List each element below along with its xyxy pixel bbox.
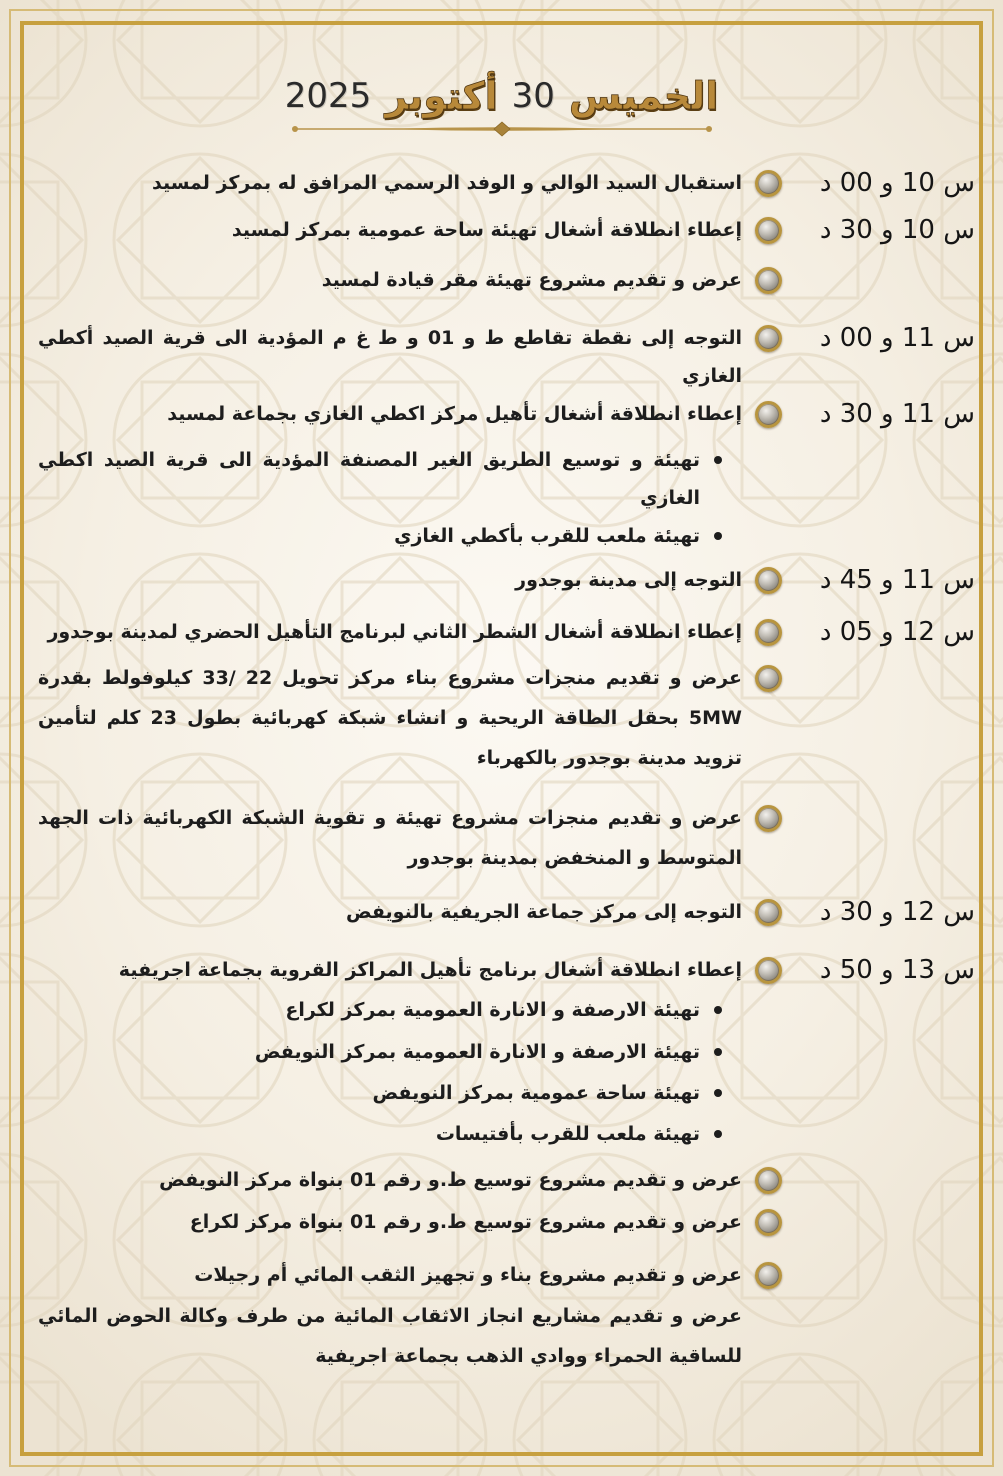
schedule-list (38, 164, 975, 1376)
schedule-row (38, 1161, 975, 1199)
marker-slot (754, 261, 782, 299)
time-spacer (815, 798, 975, 836)
row-time: س 11 و 45 د (819, 565, 975, 595)
schedule-row (38, 319, 975, 395)
marker-slot (754, 658, 782, 698)
sub-item-text: تهيئة الارصفة و الانارة العمومية بمركز النويفض (254, 1041, 700, 1063)
marker-slot (754, 319, 782, 357)
schedule-row (38, 951, 975, 989)
sub-item-bullet (706, 991, 730, 1029)
row-text: إعطاء انطلاقة أشغال برنامج تأهيل المراكز القروية بجماعة اجريفية (118, 959, 742, 981)
title-divider-ornament (290, 119, 714, 139)
bullet-circle-icon (755, 1262, 782, 1289)
row-text: إعطاء انطلاقة أشغال تأهيل مركز اكطي الغازي بجماعة لمسيد (167, 403, 742, 425)
row-text: إعطاء انطلاقة أشغال تهيئة ساحة عمومية بمركز لمسيد (231, 219, 742, 241)
time-spacer (815, 1203, 975, 1241)
bullet-dot-icon (714, 456, 722, 464)
row-text: استقبال السيد الوالي و الوفد الرسمي المرافق له بمركز لمسيد (151, 172, 742, 194)
sub-item-bullet (706, 1074, 730, 1112)
sub-item (38, 1074, 742, 1112)
title-date-day: 30 (511, 76, 555, 116)
row-time: س 10 و 00 د (819, 168, 975, 198)
row-text: إعطاء انطلاقة أشغال الشطر الثاني لبرنامج التأهيل الحضري لمدينة بوجدور (47, 621, 742, 643)
marker-slot (754, 1161, 782, 1199)
row-time: س 11 و 00 د (819, 323, 975, 353)
row-text: عرض و تقديم مشاريع انجاز الاثقاب المائية من طرف وكالة الحوض المائي للساقية الحمراء ووادي الذهب بجماعة اجريفية (38, 1305, 742, 1367)
bullet-dot-icon (714, 1130, 722, 1138)
marker-slot (754, 1203, 782, 1241)
bullet-circle-icon (755, 217, 782, 244)
bullet-circle-icon (755, 401, 782, 428)
title-month: أكتوبر (385, 74, 498, 118)
title-day: الخميس (568, 74, 719, 118)
marker-slot (754, 164, 782, 202)
sub-item (38, 1115, 742, 1153)
marker-spacer (754, 1296, 782, 1336)
sub-item-bullet (706, 441, 730, 479)
schedule-row (38, 211, 975, 249)
sub-item (38, 991, 742, 1029)
row-text: عرض و تقديم مشروع بناء و تجهيز الثقب المائي أم رجيلات (194, 1264, 742, 1286)
time-spacer (815, 261, 975, 299)
bullet-circle-icon (755, 325, 782, 352)
divider-end-dot-icon (706, 126, 712, 132)
row-time: س 11 و 30 د (819, 399, 975, 429)
schedule-row (38, 1256, 975, 1294)
row-text: التوجه إلى مدينة بوجدور (515, 569, 742, 591)
row-text: عرض و تقديم مشروع توسيع ط.و رقم 01 بنواة مركز لكراع (189, 1211, 742, 1233)
bullet-circle-icon (755, 170, 782, 197)
sub-item-text: تهيئة الارصفة و الانارة العمومية بمركز لكراع (285, 999, 700, 1021)
row-text: التوجه إلى مركز جماعة الجريفية بالنويفض (345, 901, 742, 923)
row-text: عرض و تقديم منجزات مشروع بناء مركز تحويل 22 /33 كيلوفولط بقدرة 5MW بحقل الطاقة الريحية و انشاء شبكة كهربائية بطول 23 كلم لتأمين تزويد مدينة بوجدور بالكهرباء (38, 667, 743, 769)
schedule-row (38, 798, 975, 878)
schedule-row (38, 1203, 975, 1241)
row-text: عرض و تقديم منجزات مشروع تهيئة و تقوية الشبكة الكهربائية ذات الجهد المتوسط و المنخفض بمدينة بوجدور (38, 807, 742, 869)
sub-item-text: تهيئة و توسيع الطريق الغير المصنفة المؤدية الى قرية الصيد اكطي الغازي (38, 449, 700, 509)
sub-item-bullet (706, 1033, 730, 1071)
sub-item-text: تهيئة ملعب للقرب بأكطي الغازي (394, 525, 700, 547)
marker-slot (754, 951, 782, 989)
bullet-circle-icon (755, 957, 782, 984)
row-time: س 13 و 50 د (819, 955, 975, 985)
marker-slot (754, 1256, 782, 1294)
row-text: التوجه إلى نقطة تقاطع ط و 01 و ط غ م المؤدية الى قرية الصيد أكطي الغازي (38, 327, 742, 387)
row-text: عرض و تقديم مشروع تهيئة مقر قيادة لمسيد (321, 269, 742, 291)
sub-item (38, 1033, 742, 1071)
bullet-circle-icon (755, 665, 782, 692)
marker-slot (754, 395, 782, 433)
schedule-row (38, 893, 975, 931)
marker-slot (754, 613, 782, 651)
sub-item (38, 441, 742, 517)
schedule-row (38, 1296, 975, 1376)
time-spacer (815, 1161, 975, 1199)
bullet-dot-icon (714, 1048, 722, 1056)
page-title (0, 66, 1003, 126)
marker-slot (754, 798, 782, 838)
bullet-dot-icon (714, 1089, 722, 1097)
schedule-row (38, 164, 975, 202)
sub-item-text: تهيئة ساحة عمومية بمركز النويفض (372, 1082, 700, 1104)
schedule-row (38, 395, 975, 433)
row-time: س 12 و 30 د (819, 897, 975, 927)
divider-diamond-icon (494, 122, 510, 136)
schedule-row (38, 613, 975, 651)
bullet-circle-icon (755, 619, 782, 646)
row-time: س 10 و 30 د (819, 215, 975, 245)
sub-item (38, 517, 742, 555)
time-spacer (815, 658, 975, 696)
bullet-circle-icon (755, 1209, 782, 1236)
bullet-dot-icon (714, 1006, 722, 1014)
bullet-circle-icon (755, 267, 782, 294)
row-text: عرض و تقديم مشروع توسيع ط.و رقم 01 بنواة مركز النويفض (159, 1169, 742, 1191)
sub-item-bullet (706, 517, 730, 555)
bullet-dot-icon (714, 532, 722, 540)
sub-item-bullet (706, 1115, 730, 1153)
divider-end-dot-icon (292, 126, 298, 132)
marker-slot (754, 893, 782, 931)
time-spacer (815, 1256, 975, 1294)
sub-item-text: تهيئة ملعب للقرب بأفتيسات (435, 1123, 700, 1145)
schedule-row (38, 561, 975, 599)
bullet-circle-icon (755, 899, 782, 926)
row-time: س 12 و 05 د (819, 617, 975, 647)
schedule-row (38, 261, 975, 299)
marker-slot (754, 561, 782, 599)
bullet-circle-icon (755, 805, 782, 832)
schedule-row (38, 658, 975, 778)
bullet-circle-icon (755, 1167, 782, 1194)
title-year: 2025 (284, 76, 372, 116)
bullet-circle-icon (755, 567, 782, 594)
time-spacer (815, 1296, 975, 1334)
marker-slot (754, 211, 782, 249)
